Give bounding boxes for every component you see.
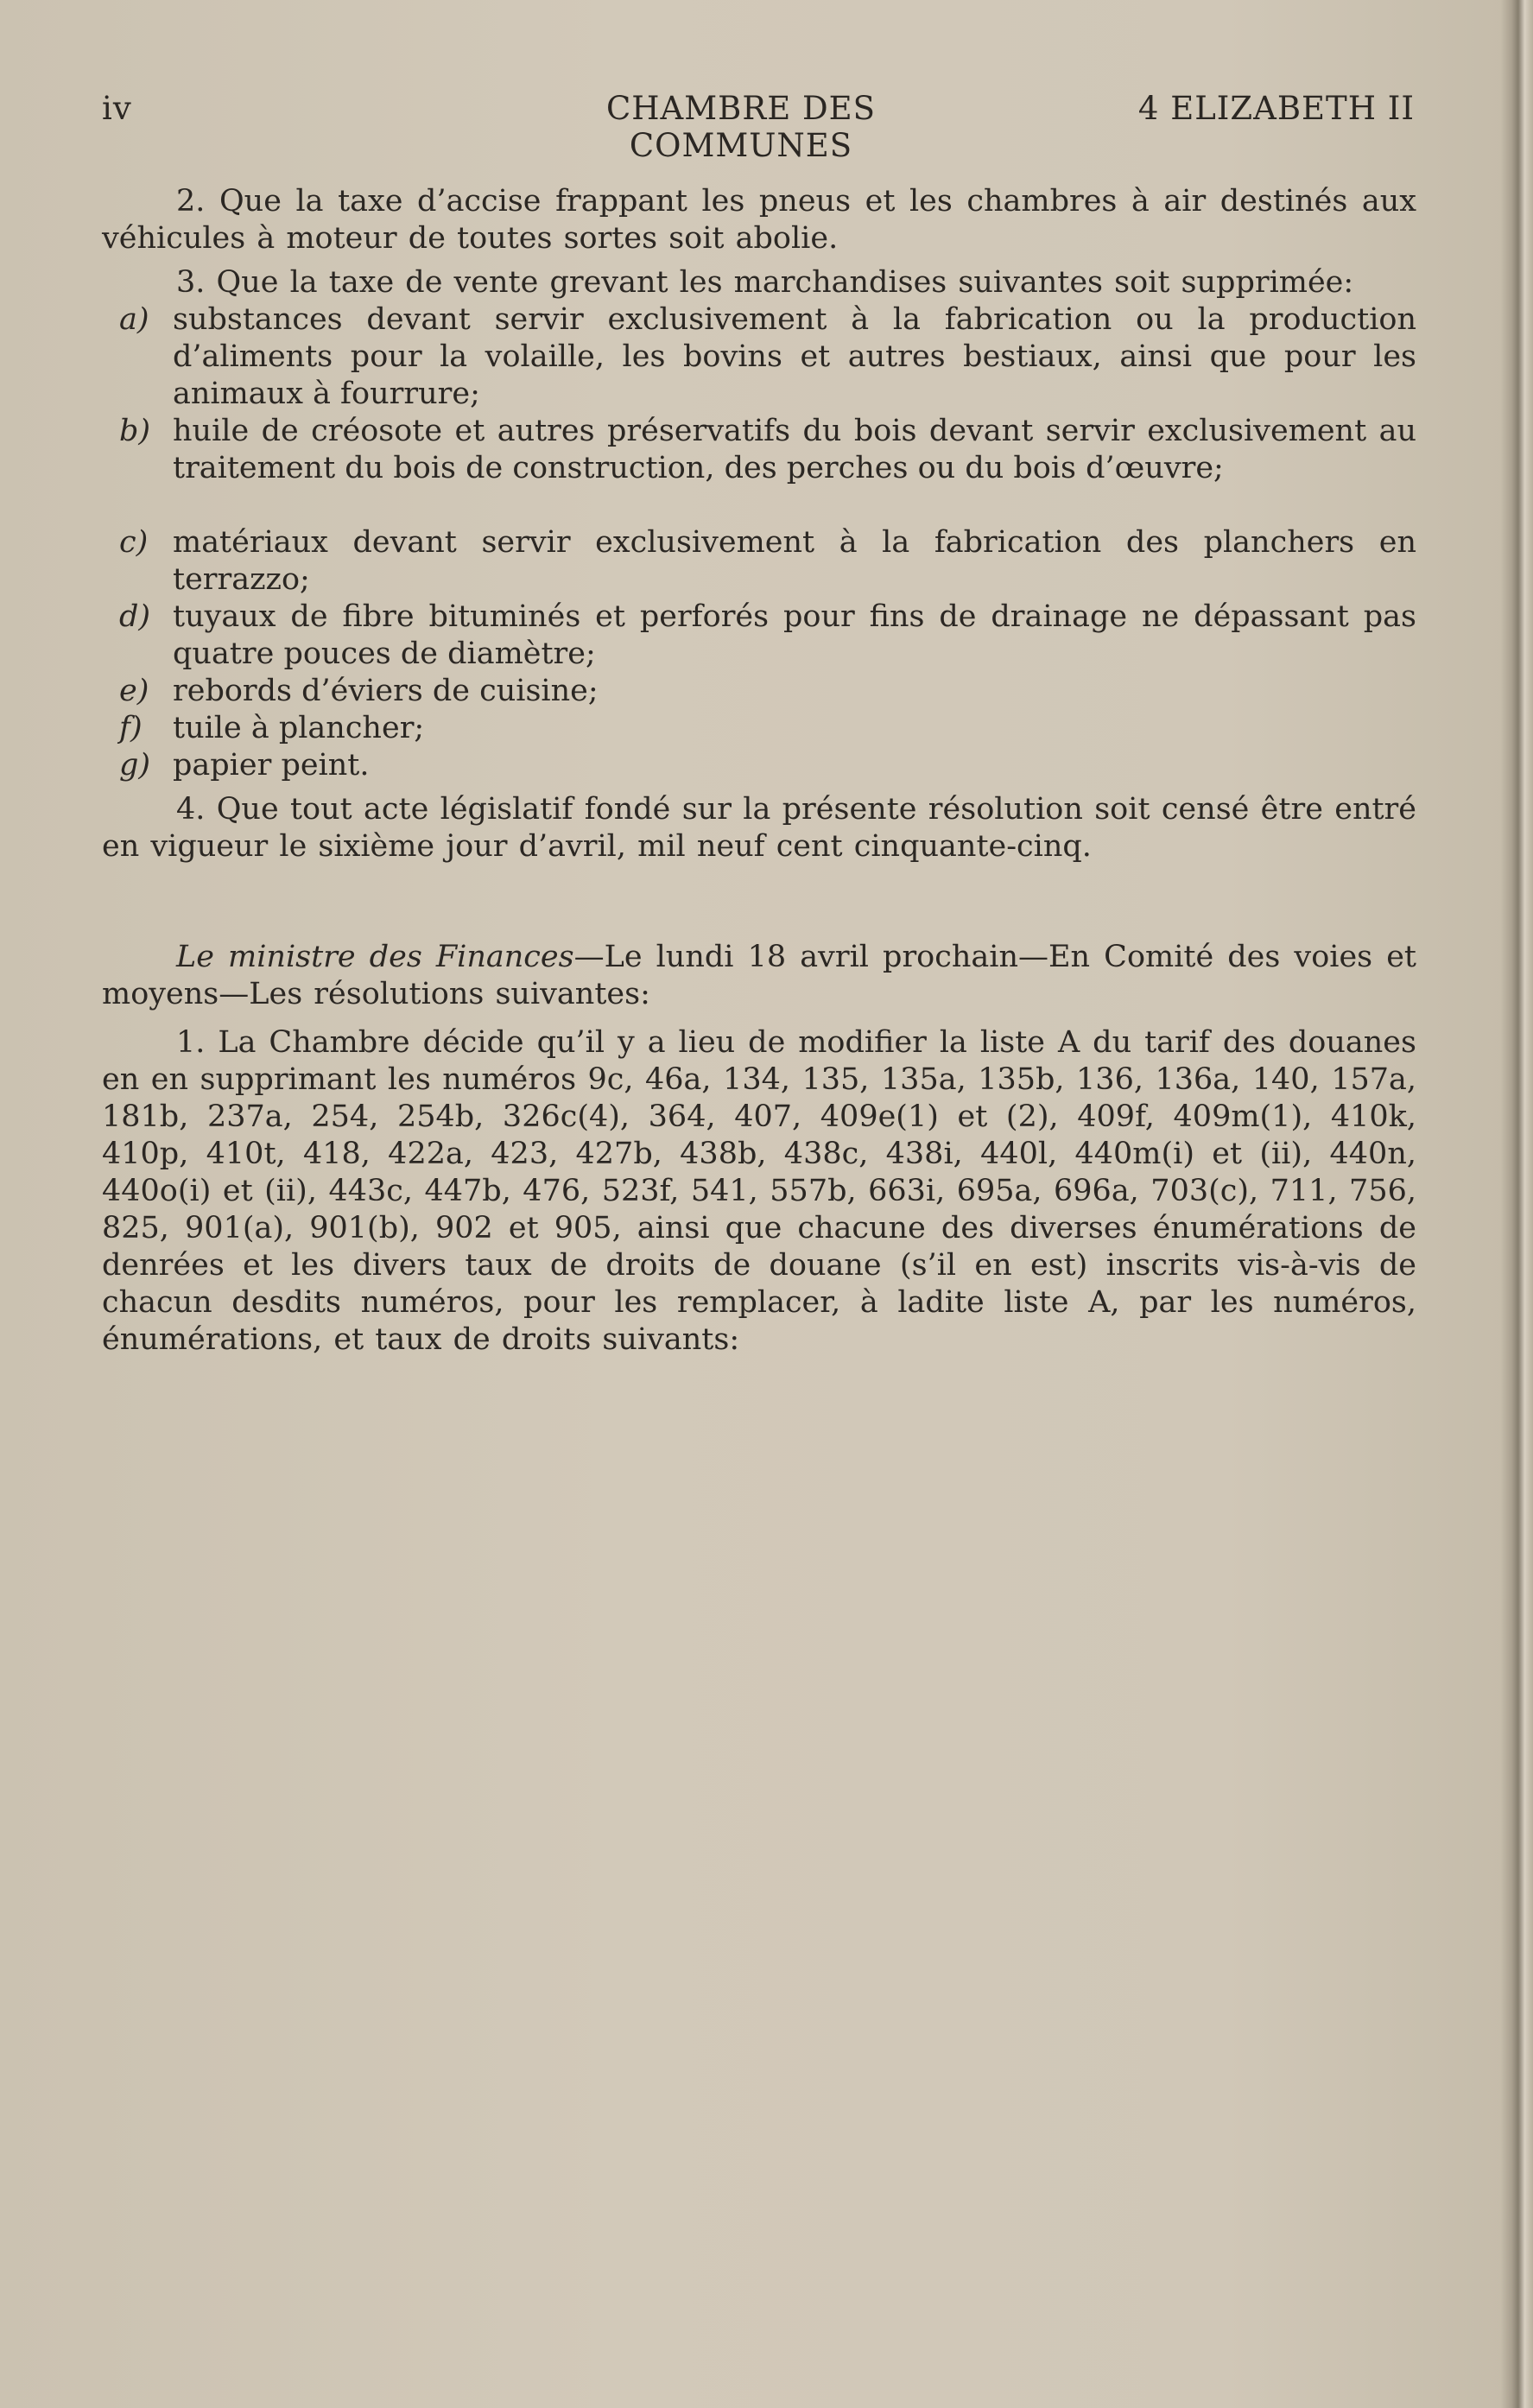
page-number: iv	[102, 90, 132, 127]
list-item-letter: a)	[119, 302, 149, 337]
list-item-text: rebords d’éviers de cuisine;	[173, 674, 599, 708]
running-header	[102, 90, 1415, 164]
list-item	[119, 747, 1416, 784]
list-item	[119, 673, 1416, 710]
list-item-letter: f)	[119, 711, 143, 745]
resolution-1: 1. La Chambre décide qu’il y a lieu de modifier la liste A du tarif des douanes en en supprimant les numéros 9c, 46a, 134, 135, 135a, 135b, 136, 136a, 140, 157a, 181b, 237a, 254, 254b, 326c(4), 364, 407, 409e(1) et (2), 409f, 409m(1), 410k, 410p, 410t, 418, 422a, 423, 427b, 438b, 438c, 438i, 440l, 440m(i) et (ii), 440n, 440o(i) et (ii), 443c, 447b, 476, 523f, 541, 557b, 663i, 695a, 696a, 703(c), 711, 756, 825, 901(a), 901(b), 902 et 905, ainsi que chacune des diverses énumérations de denrées et les divers taux de droits de douane (s’il en est) inscrits vis-à-vis de chacun desdits numéros, pour les remplacer, à ladite liste A, par les numéros, énumérations, et taux de droits suivants:	[102, 1025, 1416, 1357]
list-item-text: huile de créosote et autres préservatifs du bois devant servir exclusivement au traitement du bois de construction, des perches ou du bois d’œuvre;	[173, 414, 1416, 485]
minister-name: Le ministre des Finances	[176, 940, 574, 974]
binding-edge	[1500, 0, 1533, 2408]
list-item	[119, 710, 1416, 747]
regnal-year: 4 ELIZABETH II	[1137, 90, 1415, 127]
list-item-letter: c)	[119, 525, 149, 560]
paragraph-4: 4. Que tout acte législatif fondé sur la présente résolution soit censé être entré en vigueur le sixième jour d’avril, mil neuf cent cinquante-cinq.	[102, 792, 1416, 864]
list-item-letter: e)	[119, 674, 149, 708]
motion-intro-text: —Le lundi 18 avril prochain—En Comité des voies et moyens—Les résolutions suivantes:	[102, 940, 1416, 1011]
list-item	[119, 301, 1416, 413]
motion-intro	[102, 939, 1416, 1013]
list-item-text: papier peint.	[173, 748, 370, 783]
list-item-text: substances devant servir exclusivement à la fabrication ou la production d’aliments pour la volaille, les bovins et autres bestiaux, ainsi que pour les animaux à fourrure;	[173, 302, 1416, 411]
list-item-letter: d)	[119, 599, 151, 634]
list-item-letter: b)	[119, 414, 151, 448]
paragraph-3: 3. Que la taxe de vente grevant les marchandises suivantes soit supprimée:	[176, 265, 1354, 300]
list-item	[119, 524, 1416, 599]
list-item-text: tuile à plancher;	[173, 711, 425, 745]
list-item-text: matériaux devant servir exclusivement à la fabrication des planchers en terrazzo;	[173, 525, 1416, 597]
list-item	[119, 413, 1416, 487]
list-item-text: tuyaux de fibre bituminés et perforés pour fins de drainage ne dépassant pas quatre pouces de diamètre;	[173, 599, 1416, 671]
list-item	[119, 599, 1416, 673]
list-item-letter: g)	[119, 748, 151, 783]
header-title: CHAMBRE DES COMMUNES	[605, 90, 877, 164]
paragraph-2: 2. Que la taxe d’accise frappant les pneus et les chambres à air destinés aux véhicules à moteur de toutes sortes soit abolie.	[102, 184, 1416, 256]
